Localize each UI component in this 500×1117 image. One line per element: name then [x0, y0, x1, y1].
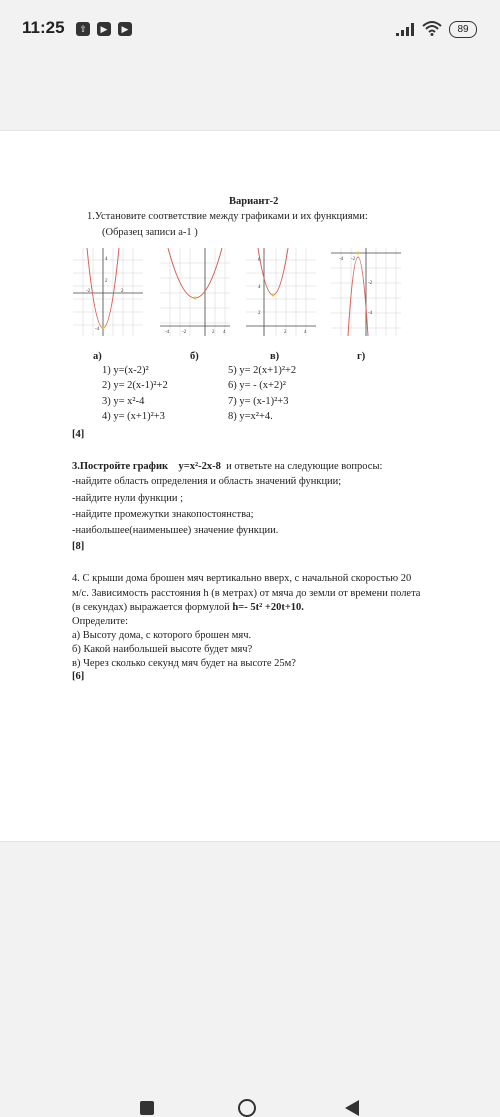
task4-define: Определите: — [72, 616, 129, 627]
tick-label: 4 — [304, 330, 307, 335]
score-task4: [6] — [72, 671, 85, 682]
task3-item: -найдите нули функции ; — [72, 493, 184, 504]
home-button[interactable] — [238, 1099, 256, 1117]
tick-label: -2 — [182, 330, 187, 335]
tick-label: 4 — [223, 330, 226, 335]
function-item: 2) y= 2(x-1)²+2 — [102, 380, 168, 391]
youtube-icon: ▶ — [97, 22, 111, 36]
graph-label-a: а) — [93, 351, 102, 362]
function-item: 3) y= x²-4 — [102, 396, 145, 407]
task4-item: б) Какой наибольшей высоте будет мяч? — [72, 644, 253, 655]
status-bar — [0, 0, 500, 62]
tick-label: 2 — [212, 330, 215, 335]
graph-v — [246, 248, 316, 336]
task3-title-b: и ответьте на следующие вопросы: — [226, 461, 383, 472]
function-item: 6) y= - (x+2)² — [228, 380, 286, 391]
document-page — [0, 130, 500, 842]
battery-indicator: 89 — [449, 21, 477, 38]
tick-label: -4 — [95, 327, 100, 332]
task4-line: 4. С крыши дома брошен мяч вертикально вверх, с начальной скоростью 20 — [72, 573, 412, 584]
signal-icon — [396, 22, 418, 36]
tick-label: -4 — [339, 257, 344, 262]
variant-title: Вариант-2 — [229, 196, 279, 207]
task4-formula: h=- 5t² +20t+10. — [232, 602, 304, 613]
tick-label: 2 — [121, 289, 124, 294]
tick-label: 4 — [258, 285, 261, 290]
task3-title — [72, 460, 382, 473]
task3-item: -найдите промежутки знакопостоянства; — [72, 509, 254, 520]
task1-sample: (Образец записи а-1 ) — [102, 227, 198, 238]
function-item: 4) y= (x+1)²+3 — [102, 411, 165, 422]
task4-item: а) Высоту дома, с которого брошен мяч. — [72, 630, 252, 641]
task3-item: -наибольшее(наименьшее) значение функции. — [72, 525, 279, 536]
score-task3: [8] — [72, 541, 85, 552]
graph-label-g: г) — [357, 351, 366, 362]
task4-line: м/с. Зависимость расстояния h (в метрах) от мяча до земли от времени полета — [72, 588, 421, 599]
graph-g — [331, 248, 401, 336]
tick-label: 2 — [258, 311, 261, 316]
task3-item: -найдите область определения и область значений функции; — [72, 476, 342, 487]
upload-icon: ⇧ — [76, 22, 90, 36]
tick-label: 2 — [105, 279, 108, 284]
task3-formula: y=x²-2x-8 — [178, 461, 221, 472]
graph-label-v: в) — [270, 351, 280, 362]
graph-label-b: б) — [190, 351, 199, 362]
graph-a — [73, 248, 143, 336]
recent-apps-button[interactable] — [140, 1101, 154, 1115]
tick-label: -2 — [86, 289, 91, 294]
function-item: 7) y= (x-1)²+3 — [228, 396, 289, 407]
task1-title: 1.Установите соответствие между графиками и их функциями: — [87, 211, 368, 222]
tick-label: 6 — [258, 258, 261, 263]
function-item: 5) y= 2(x+1)²+2 — [228, 365, 297, 376]
tick-label: -2 — [351, 257, 356, 262]
function-item: 1) y=(x-2)² — [102, 365, 149, 376]
tick-label: -4 — [165, 330, 170, 335]
tick-label: -4 — [368, 311, 373, 316]
youtube-icon: ▶ — [118, 22, 132, 36]
score-task1: [4] — [72, 429, 85, 440]
clock: 11:25 — [22, 18, 65, 37]
task3-title-a: 3.Постройте график — [72, 461, 169, 472]
function-item: 8) y=x²+4. — [228, 411, 273, 422]
graph-b — [160, 248, 230, 336]
task4-line-3 — [72, 601, 304, 614]
back-button[interactable] — [345, 1100, 359, 1116]
tick-label: 2 — [284, 330, 287, 335]
tick-label: 4 — [105, 257, 108, 262]
tick-label: -2 — [368, 281, 373, 286]
task4-item: в) Через сколько секунд мяч будет на высоте 25м? — [72, 658, 296, 669]
task4-line: (в секундах) выражается формулой — [72, 602, 230, 613]
wifi-icon — [422, 20, 442, 36]
